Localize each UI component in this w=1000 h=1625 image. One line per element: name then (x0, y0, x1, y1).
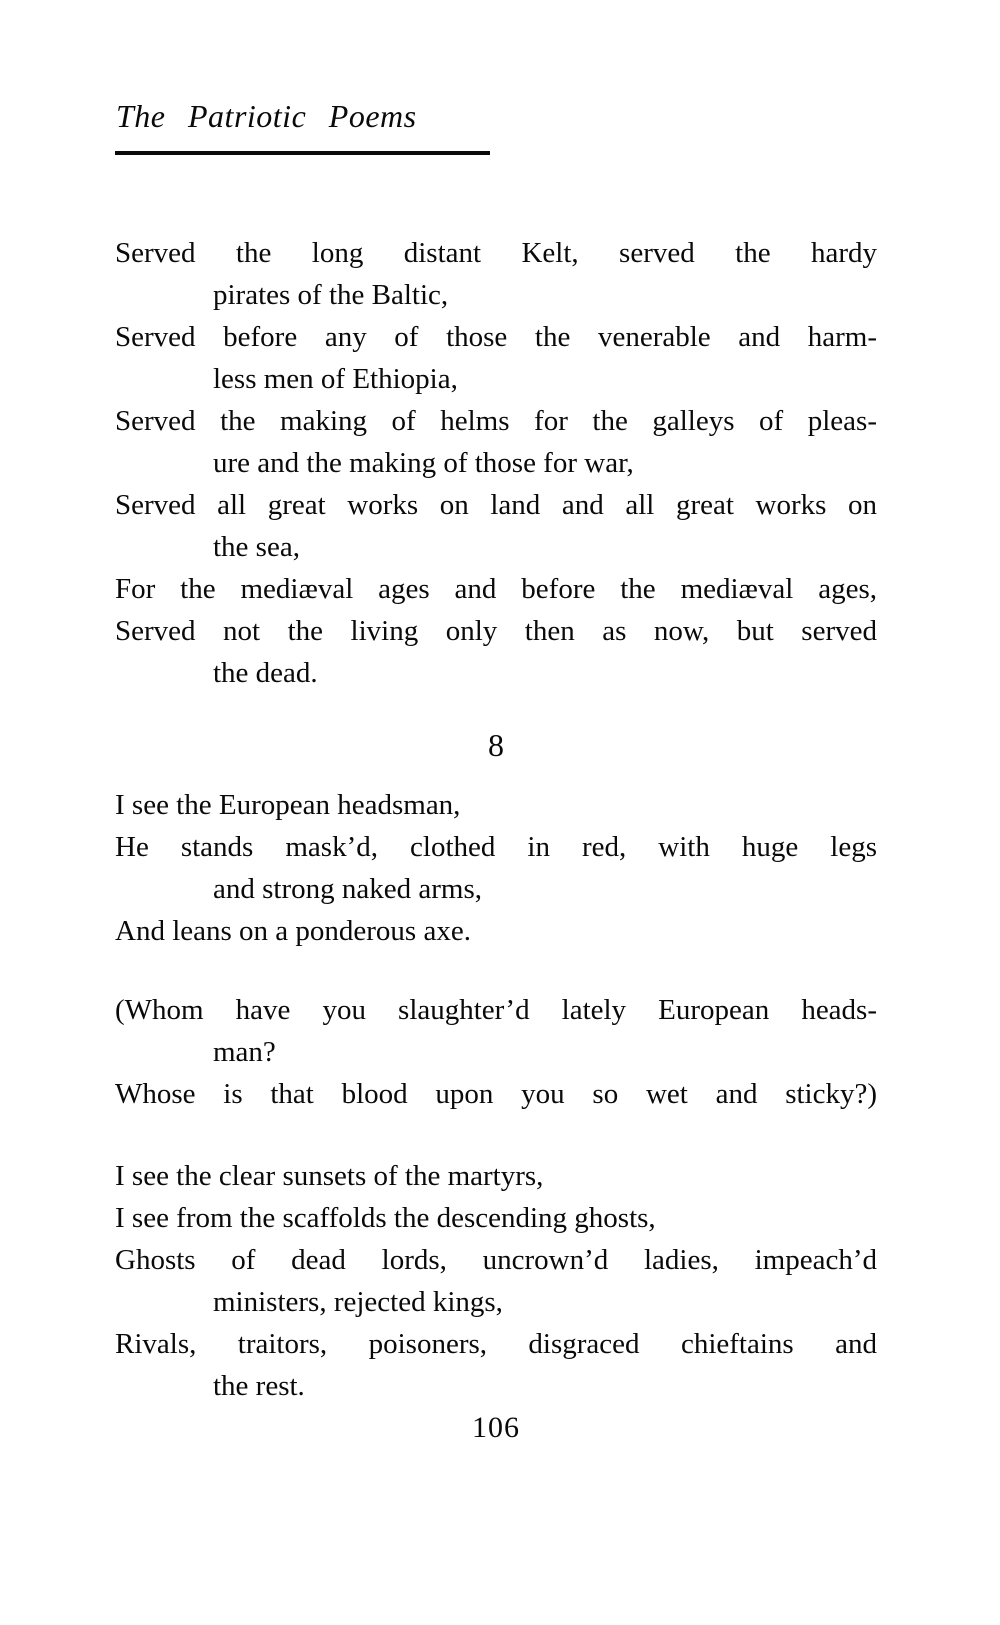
verse-line: Ghosts of dead lords, uncrown’d ladies, impeach’d (115, 1244, 877, 1276)
verse-line: He stands mask’d, clothed in red, with huge legs (115, 831, 877, 863)
verse-line: Served all great works on land and all great works on (115, 489, 877, 521)
verse-line: And leans on a ponderous axe. (115, 915, 471, 947)
verse-line: Served the making of helms for the galleys of pleas- (115, 405, 877, 437)
verse-line: Whose is that blood upon you so wet and sticky?) (115, 1078, 877, 1110)
verse-line: ministers, rejected kings, (213, 1286, 503, 1318)
verse-line: (Whom have you slaughter’d lately European heads- (115, 994, 877, 1026)
verse-line: Served not the living only then as now, but served (115, 615, 877, 647)
page-number: 106 (472, 1411, 520, 1444)
section-number: 8 (488, 727, 504, 763)
verse-line: ure and the making of those for war, (213, 447, 634, 479)
verse-line: less men of Ethiopia, (213, 363, 458, 395)
verse-line: man? (213, 1036, 276, 1068)
verse-line: the sea, (213, 531, 300, 563)
stanza-2 (115, 784, 877, 952)
verse-line: Rivals, traitors, poisoners, disgraced chieftains and (115, 1328, 877, 1360)
stanza-1 (115, 232, 877, 694)
verse-line: I see from the scaffolds the descending ghosts, (115, 1202, 656, 1234)
verse-line: Served the long distant Kelt, served the hardy (115, 237, 877, 269)
verse-line: pirates of the Baltic, (213, 279, 449, 311)
verse-line: and strong naked arms, (213, 873, 482, 905)
running-header-title: The Patriotic Poems (116, 98, 417, 134)
stanza-4 (115, 1155, 877, 1407)
verse-line: the dead. (213, 657, 318, 689)
verse-line: the rest. (213, 1370, 305, 1402)
verse-line: I see the European headsman, (115, 789, 461, 821)
verse-line: For the mediæval ages and before the mediæval ages, (115, 573, 877, 605)
stanza-3 (115, 989, 877, 1115)
header-rule-divider (115, 151, 490, 155)
verse-line: I see the clear sunsets of the martyrs, (115, 1160, 544, 1192)
verse-line: Served before any of those the venerable and harm- (115, 321, 877, 353)
